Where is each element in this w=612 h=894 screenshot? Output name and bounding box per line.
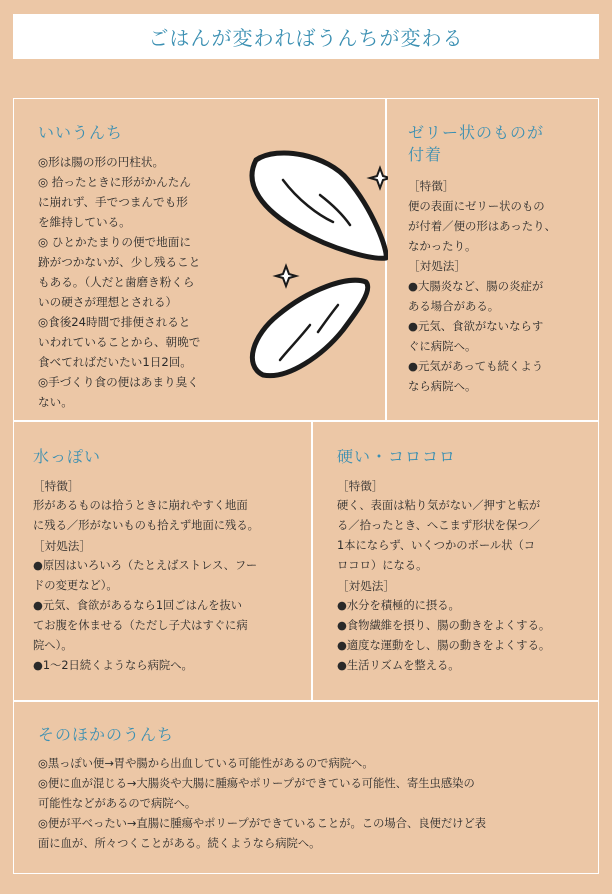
- other-line: ◎黒っぽい便→胃や腸から出血している可能性があるので病院へ。: [38, 757, 374, 770]
- good-line: を維持している。: [38, 215, 131, 229]
- sparkle-icon: [370, 168, 388, 188]
- other-line: ◎便に血が混じる→大腸炎や大腸に腫瘍やポリープができている可能性、寄生虫感染の: [38, 777, 475, 790]
- hard-care-line: ●生活リズムを整える。: [337, 659, 460, 672]
- watery-feature-line: に残る／形がないものも拾えず地面に残る。: [33, 519, 259, 532]
- watery-feature-label: ［特徴］: [33, 479, 80, 493]
- other-poop-panel: [38, 724, 583, 854]
- watery-care-line: ドの変更など）。: [33, 579, 118, 592]
- page-title: ごはんが変わればうんちが変わる: [148, 26, 464, 50]
- jelly-feature-line: なかったり。: [408, 239, 477, 253]
- hard-feature-line: る／拾ったとき、へこまず形状を保つ／: [337, 519, 540, 532]
- divider-horizontal-2: [13, 700, 599, 702]
- good-line: もある。（人だと歯磨き粉くら: [38, 275, 195, 289]
- watery-care-line: 院へ）。: [33, 639, 73, 652]
- good-line: ◎ ひとかたまりの便で地面に: [38, 235, 191, 249]
- divider-vertical-mid: [311, 420, 313, 700]
- hard-care-label: ［対処法］: [337, 579, 395, 593]
- hard-care-line: ●適度な運動をし、腸の動きをよくする。: [337, 639, 551, 652]
- good-line: いわれていることから、朝晩で: [38, 335, 201, 349]
- good-line: 跡がつかないが、少し残ること: [38, 255, 201, 269]
- watery-care-line: ●元気、食欲があるなら1回ごはんを抜い: [33, 599, 243, 612]
- good-line: ◎ 拾ったときに形がかんたん: [38, 175, 191, 189]
- good-line: ない。: [38, 395, 73, 409]
- jelly-care-label: ［対処法］: [408, 259, 466, 273]
- jelly-care-line: ●大腸炎など、腸の炎症が: [408, 279, 544, 293]
- good-line: ◎手づくり食の便はあまり臭く: [38, 375, 199, 389]
- hard-feature-line: 1本にならず、いくつかのボール状（コ: [337, 539, 536, 552]
- watery-care-line: ●原因はいろいろ（たとえばストレス、フー: [33, 559, 258, 572]
- jelly-heading: ゼリー状のものが 付着: [408, 123, 545, 164]
- other-line: 面に血が、所々つくことがある。続くようなら病院へ。: [38, 837, 321, 850]
- hard-feature-label: ［特徴］: [337, 479, 384, 493]
- good-line: 食べてればだいたい1日2回。: [38, 355, 192, 369]
- other-line: 可能性などがあるので病院へ。: [38, 797, 197, 810]
- jelly-feature-line: が付着／便の形はあったり、: [408, 219, 556, 233]
- title-banner: [13, 14, 599, 59]
- sparkle-icon: [276, 266, 296, 286]
- watery-care-label: ［対処法］: [33, 539, 91, 553]
- jelly-feature-label: ［特徴］: [408, 179, 455, 193]
- watery-panel: [33, 446, 305, 676]
- good-line: ◎形は腸の形の円柱状。: [38, 155, 165, 169]
- jelly-care-line: ●元気、食欲がないならす: [408, 319, 544, 333]
- watery-care-line: てお腹を休ませる（ただし子犬はすぐに病: [33, 619, 248, 632]
- jelly-feature-line: 便の表面にゼリー状のもの: [408, 199, 545, 213]
- jelly-care-line: ある場合がある。: [408, 299, 500, 313]
- good-line: に崩れず、手でつまんでも形: [38, 195, 188, 209]
- jelly-care-line: ぐに病院へ。: [408, 339, 477, 353]
- hard-feature-line: 硬く、表面は粘り気がない／押すと転が: [337, 499, 541, 512]
- good-poop-heading: いいうんち: [38, 123, 124, 142]
- hard-heading: 硬い・コロコロ: [337, 447, 457, 466]
- upper-stool-shape: [252, 153, 386, 258]
- poop-illustration: [238, 140, 388, 390]
- watery-care-line: ●1～2日続くようなら病院へ。: [33, 659, 193, 672]
- watery-heading: 水っぽい: [33, 447, 102, 466]
- good-poop-panel: [38, 122, 238, 412]
- other-heading: そのほかのうんち: [38, 725, 175, 744]
- hard-feature-line: ロコロ）になる。: [337, 559, 428, 572]
- jelly-panel: [408, 122, 593, 396]
- other-line: ◎便が平べったい→直腸に腫瘍やポリープができていることが。この場合、良便だけど表: [38, 817, 487, 830]
- hard-care-line: ●食物繊維を摂り、腸の動きをよくする。: [337, 619, 551, 632]
- divider-horizontal-1: [13, 420, 599, 422]
- hard-panel: [337, 446, 595, 676]
- hard-care-line: ●水分を積極的に摂る。: [337, 599, 460, 612]
- jelly-care-line: ●元気があっても続くよう: [408, 359, 544, 373]
- good-line: いの硬さが理想とされる）: [38, 295, 178, 309]
- watery-feature-line: 形があるものは拾うときに崩れやすく地面: [33, 499, 248, 512]
- lower-stool-shape: [252, 280, 367, 375]
- good-line: ◎食後24時間で排便されると: [38, 315, 191, 329]
- jelly-care-line: なら病院へ。: [408, 379, 477, 393]
